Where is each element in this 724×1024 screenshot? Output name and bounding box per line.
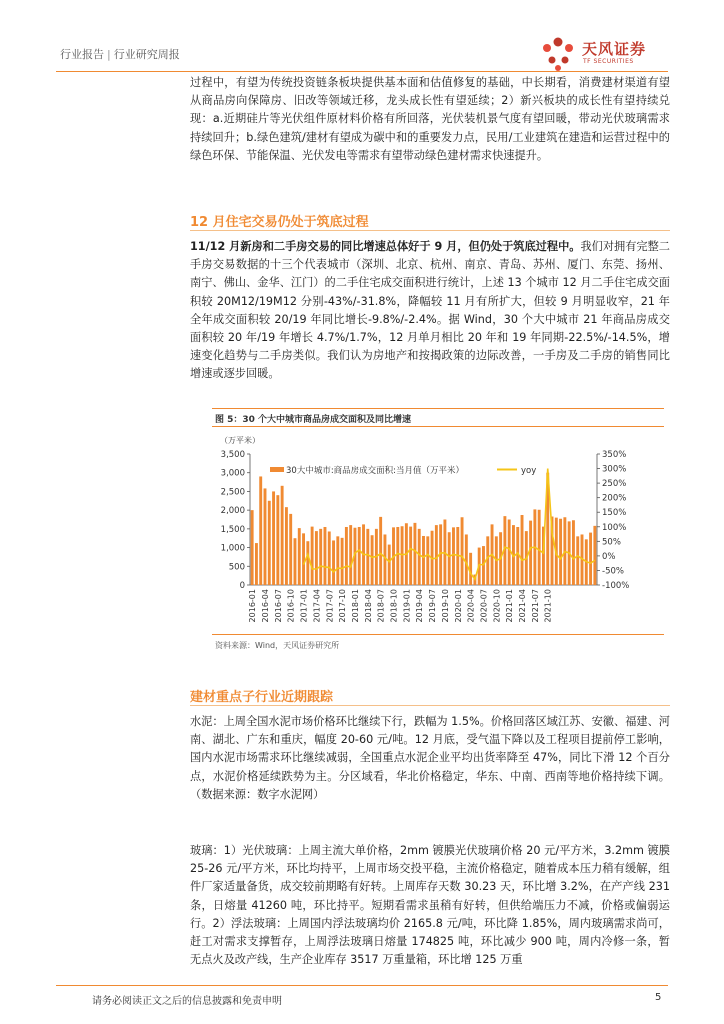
x-tick-label: 2017-07 [325, 589, 335, 623]
x-tick-label: 2021-01 [505, 589, 515, 623]
left-tick-label: 2,000 [220, 506, 245, 517]
chart-bar [328, 531, 331, 585]
x-tick-label: 2016-01 [248, 589, 258, 623]
x-tick-label: 2018-10 [389, 589, 399, 623]
chart-bar [311, 527, 314, 585]
chart-bar [413, 523, 416, 585]
chart-bar [294, 538, 297, 585]
logo-mark-icon [538, 36, 580, 72]
intro-paragraph: 过程中，有望为传统投资链条板块提供基本面和估值修复的基础，中长期看，消费建材渠道有望从商品房向保障房、旧改等领域迁移，龙头成长性有望延续；2）新兴板块的成长性有望持续兑现：a.近期硅片等光伏组件原材料价格有所回落，光伏装机景气度有望回暖，带动光伏玻璃需求持续回升；b.绿色建筑/建材有望成为碳中和的重要发力点，民用/工业建筑在建造和运营过程中的绿色环保、节能保温、光伏发电等需求有望带动绿色建材需求快速提升。 [190, 76, 670, 162]
right-tick-label: 250% [602, 479, 627, 490]
section-divider [190, 230, 670, 231]
y-axis-unit-label: （万平米） [220, 436, 260, 445]
chart-bar [435, 525, 438, 585]
chart-bar [336, 536, 339, 585]
x-tick-label: 2016-07 [273, 589, 283, 623]
legend-bar-label: 30大中城市:商品房成交面积:当月值（万平米） [286, 466, 465, 476]
chart-bar [366, 529, 369, 585]
chart-bar [396, 527, 399, 585]
figure-title-rule [212, 426, 664, 427]
x-tick-label: 2020-07 [479, 589, 489, 623]
chart-bar [341, 538, 344, 585]
x-tick-label: 2021-10 [543, 589, 553, 623]
right-tick-label: -100% [602, 581, 630, 591]
figure-title: 图 5：30 个大中城市商品房成交面积及同比增速 [215, 415, 412, 425]
chart-bar [332, 540, 335, 585]
legend-line-label: yoy [521, 466, 537, 476]
report-category: 行业报告 [60, 48, 104, 61]
x-tick-label: 2018-07 [376, 589, 386, 623]
chart-bar [345, 527, 348, 585]
right-tick-label: 100% [602, 522, 627, 533]
footer-divider [56, 985, 668, 986]
right-tick-label: 0% [602, 551, 616, 562]
chart-bar [251, 510, 254, 585]
chart-bar [268, 501, 271, 585]
chart-bar [576, 536, 579, 585]
left-tick-label: 500 [228, 562, 245, 573]
x-tick-label: 2020-10 [492, 589, 502, 623]
chart-bar [298, 528, 301, 585]
chart-bar [448, 532, 451, 585]
chart-bar [264, 488, 267, 585]
left-tick-label: 3,500 [220, 450, 245, 460]
chart-bar [358, 527, 361, 585]
chart-bar [465, 534, 468, 585]
chart-bar [289, 514, 292, 585]
chart-bar [559, 519, 562, 585]
figure-source: 资料来源：Wind，天风证券研究所 [215, 641, 340, 650]
chart-bar [306, 541, 309, 585]
chart-bar [426, 536, 429, 585]
section-title-subsector: 建材重点子行业近期跟踪 [190, 690, 334, 705]
report-type [60, 46, 180, 62]
chart-bar [276, 495, 279, 585]
housing-body: 我们对拥有完整二手房交易数据的十三个代表城市（深圳、北京、杭州、南京、青岛、苏州、厦门、东莞、扬州、南宁、佛山、金华、江门）的二手住宅成交面积进行统计，上述 13 个城市 12 月二手住宅成交面积较 20M12/19M12 分别-43%/-31.8%，降幅较 11 月有所扩大，但较 9 月明显收窄，21 年全年成交面积较 20/19 年同比增长-9.8%/-2.4%。据 Wind，30 个大中城市 21 年商品房成交面积较 20 年/19 年增长 4.7%/1.7%，12 月单月相比 20 年和 19 年同期-22.5%/-14.5%，增速变化趋势与二手房类似。我们认为房地产和按揭政策的边际改善，一手房及二手房的销售同比增速或逐步回暖。 [190, 240, 670, 381]
right-tick-label: 300% [602, 464, 627, 475]
logo-sub: TF SECURITIES [583, 58, 634, 65]
x-tick-label: 2020-04 [466, 589, 476, 623]
chart-bar [383, 534, 386, 585]
x-tick-label: 2019-07 [428, 589, 438, 623]
chart-bar [452, 527, 455, 585]
x-tick-label: 2021-07 [530, 589, 540, 623]
chart-bar [538, 510, 541, 585]
chart-bar [418, 529, 421, 585]
cement-paragraph: 水泥：上周全国水泥市场价格环比继续下行，跌幅为 1.5%。价格回落区域江苏、安徽、福建、河南、湖北、广东和重庆，幅度 20-60 元/吨。12 月底，受气温下降以及工程项目提前停工影响，国内水泥市场需求环比继续减弱，全国重点水泥企业平均出货率降至 47%，同比下滑 12 个百分点，水泥价格延续跌势为主。分区域看，华北价格稳定，华东、中南、西南等地价格持续下调。（数据来源：数字水泥网） [190, 715, 670, 801]
chart-bar [593, 526, 596, 585]
chart-bar [572, 520, 575, 585]
page-header [56, 36, 668, 70]
x-tick-label: 2017-04 [312, 589, 322, 623]
x-tick-label: 2019-04 [415, 589, 425, 623]
company-logo [538, 36, 668, 72]
chart-bar [529, 521, 532, 585]
chart-bar [349, 525, 352, 585]
chart-bar [319, 529, 322, 585]
logo-name: 天风证券 [582, 40, 647, 58]
x-tick-label: 2021-04 [518, 589, 528, 623]
x-tick-label: 2016-04 [260, 589, 270, 623]
chart-bar [255, 543, 258, 585]
chart-bar [589, 533, 592, 585]
chart-bar [508, 520, 511, 586]
chart-bar [422, 536, 425, 585]
page-number: 5 [655, 992, 662, 1003]
right-tick-label: 150% [602, 508, 627, 519]
legend-bar-swatch [270, 467, 284, 472]
report-subcategory: 行业研究周报 [113, 48, 180, 61]
left-tick-label: 1,500 [220, 524, 245, 535]
left-tick-label: 3,000 [220, 468, 245, 479]
figure-top-rule [212, 408, 664, 409]
right-tick-label: 200% [602, 493, 627, 504]
x-tick-label: 2019-10 [440, 589, 450, 623]
housing-paragraph [190, 238, 670, 384]
chart-bar [302, 533, 305, 585]
glass-paragraph: 玻璃：1）光伏玻璃：上周主流大单价格，2mm 镀膜光伏玻璃价格 20 元/平方米，3.2mm 镀膜 25-26 元/平方米，环比均持平，上周市场交投平稳，主流价格稳定，随着成本压力稍有缓解，组件厂家适量备货，成交较前期略有好转。上周库存天数 30.23 天，环比增 3.2%，在产产线 231 条，日熔量 41260 吨，环比持平。短期看需求虽稍有好转，但供给端压力不减，价格或偏弱运行。2）浮法玻璃：上周国内浮法玻璃均价 2165.8 元/吨，环比降 1.85%，周内玻璃需求尚可，赶工对需求支撑暂存，上周浮法玻璃日熔量 174825 吨，环比减少 900 吨，周内冷修一条，暂无点火及改产线，生产企业库存 3517 万重量箱，环比增 125 万重 [190, 844, 670, 967]
footer-disclaimer: 请务必阅读正文之后的信息披露和免责申明 [92, 996, 282, 1007]
chart-bar [315, 531, 318, 585]
header-divider [56, 71, 668, 72]
left-tick-label: 1,000 [220, 543, 245, 554]
chart-bar [486, 536, 489, 585]
right-tick-label: 50% [602, 537, 621, 548]
chart-bar [259, 476, 262, 585]
section-title-housing: 12 月住宅交易仍处于筑底过程 [190, 215, 369, 230]
chart-bar [272, 491, 275, 585]
chart-bar [409, 527, 412, 585]
chart-bar [461, 517, 464, 585]
chart-bar [482, 546, 485, 585]
section-divider-2 [190, 705, 670, 706]
x-tick-label: 2017-01 [299, 589, 309, 623]
chart-bar [401, 526, 404, 585]
chart-legend [270, 465, 536, 476]
chart-bar [388, 545, 391, 585]
x-tick-label: 2017-10 [338, 589, 348, 623]
left-tick-label: 2,500 [220, 487, 245, 498]
x-tick-label: 2018-01 [350, 589, 360, 623]
chart-bar [371, 535, 374, 585]
chart-bar [281, 486, 284, 585]
right-tick-label: -50% [602, 566, 624, 577]
x-tick-label: 2019-01 [402, 589, 412, 623]
x-tick-label: 2016-10 [286, 589, 296, 623]
chart-bar [285, 507, 288, 585]
chart-bar [324, 527, 327, 585]
chart-bar [379, 517, 382, 585]
housing-lead: 11/12 月新房和二手房交易的同比增速总体好于 9 月，但仍处于筑底过程中。 [190, 240, 581, 253]
figure-bottom-rule [212, 634, 664, 635]
header-separator: | [107, 48, 111, 61]
right-tick-label: 350% [602, 450, 627, 460]
x-tick-label: 2020-01 [453, 589, 463, 623]
housing-chart [212, 432, 642, 637]
left-tick-label: 0 [239, 581, 245, 591]
chart-bar [521, 515, 524, 585]
x-tick-label: 2018-04 [363, 589, 373, 623]
